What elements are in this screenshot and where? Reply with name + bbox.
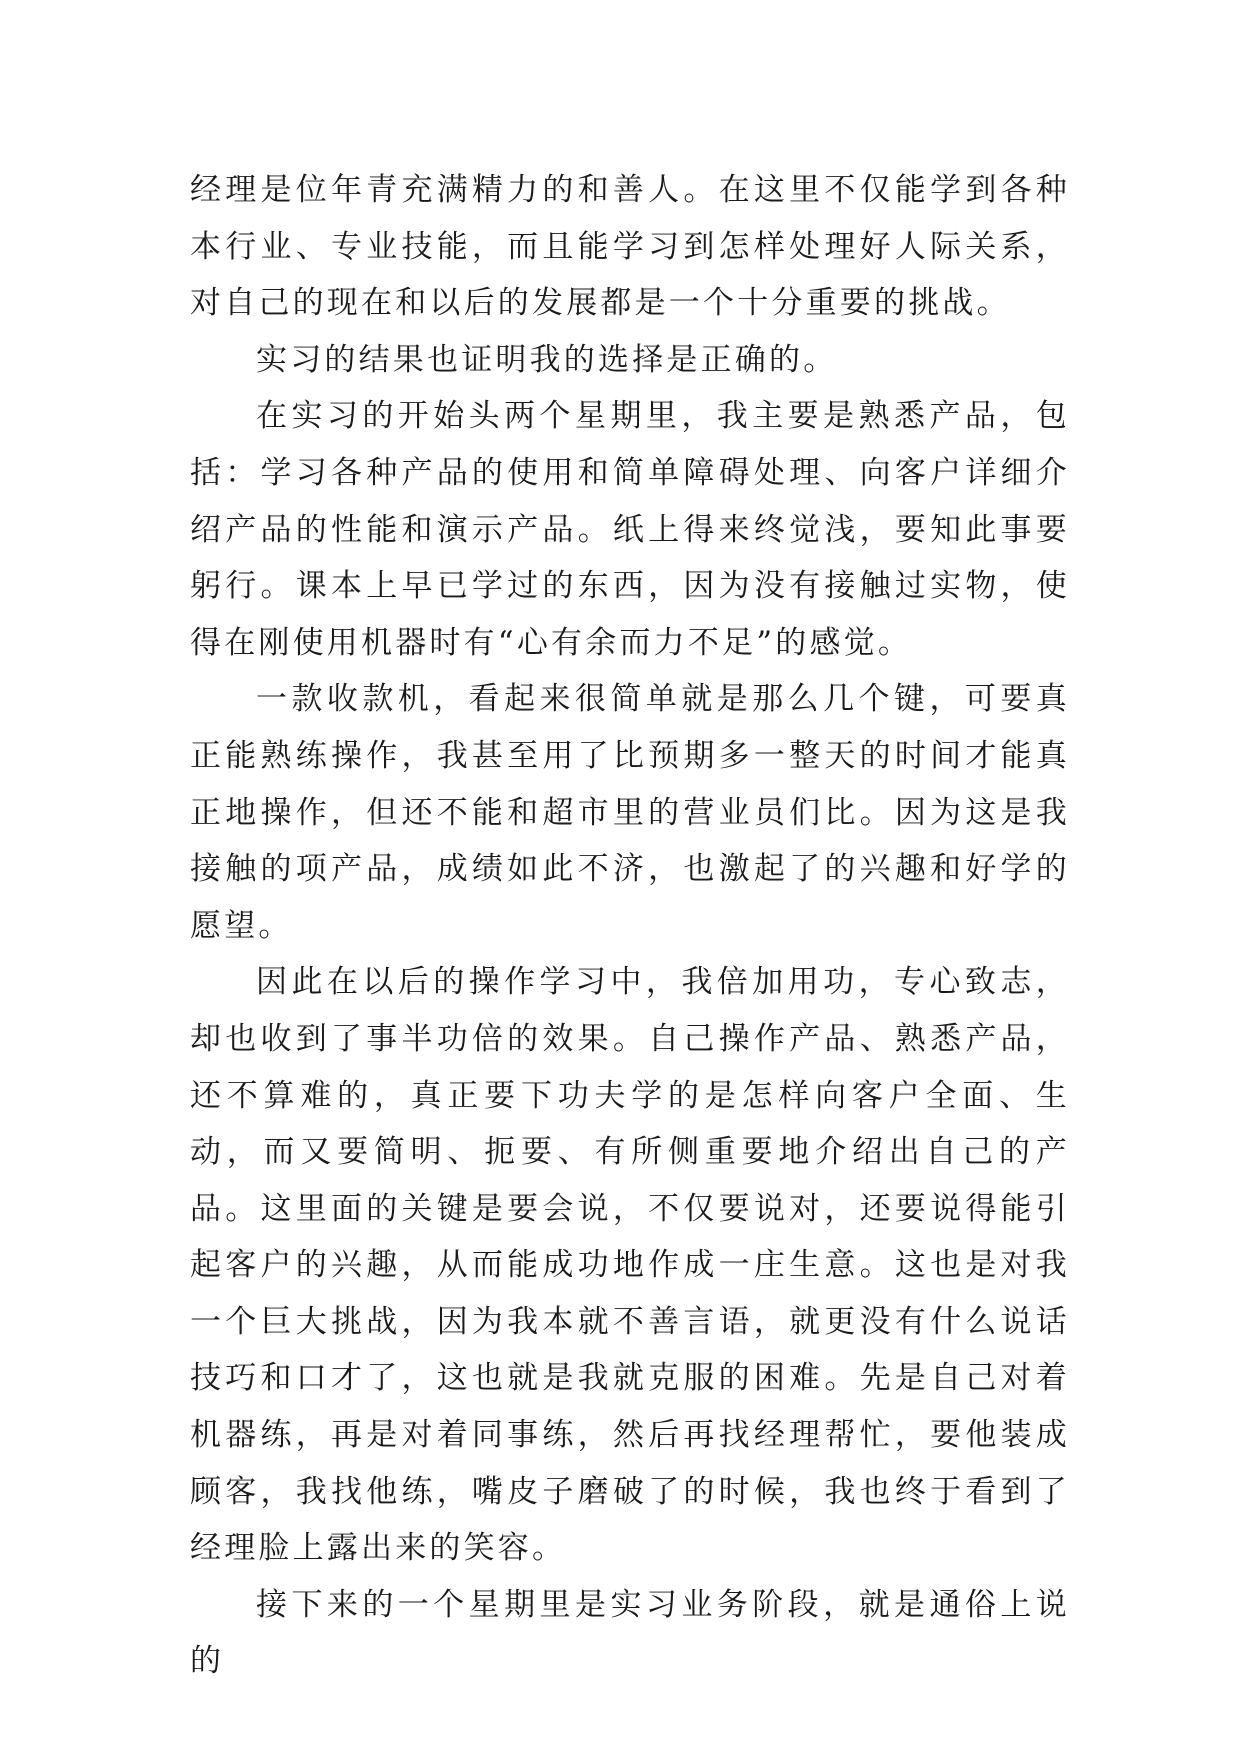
paragraph-3: 在实习的开始头两个星期里，我主要是熟悉产品，包括：学习各种产品的使用和简单障碍处理、向客户详细介绍产品的性能和演示产品。纸上得来终觉浅，要知此事要躬行。课本上早已学过的东西，因为没有接触过实物，使得在刚使用机器时有“心有余而力不足”的感觉。 <box>190 398 1070 661</box>
paragraph-5: 因此在以后的操作学习中，我倍加用功，专心致志，却也收到了事半功倍的效果。自己操作产品、熟悉产品，还不算难的，真正要下功夫学的是怎样向客户全面、生动，而又要简明、扼要、有所侧重要地介绍出自己的产品。这里面的关键是要会说，不仅要说对，还要说得能引起客户的兴趣，从而能成功地作成一庄生意。这也是对我一个巨大挑战，因为我本就不善言语，就更没有什么说话技巧和口才了，这也就是我就克服的困难。先是自己对着机器练，再是对着同事练，然后再找经理帮忙，要他装成顾客，我找他练，嘴皮子磨破了的时候，我也终于看到了经理脸上露出来的笑容。 <box>190 964 1070 1567</box>
document-body <box>190 162 1070 1690</box>
paragraph-6: 接下来的一个星期里是实习业务阶段，就是通俗上说的 <box>190 1586 1070 1680</box>
paragraph-4: 一款收款机，看起来很简单就是那么几个键，可要真正能熟练操作，我甚至用了比预期多一整天的时间才能真正地操作，但还不能和超市里的营业员们比。因为这是我接触的项产品，成绩如此不济，也激起了的兴趣和好学的愿望。 <box>190 681 1070 944</box>
paragraph-1: 经理是位年青充满精力的和善人。在这里不仅能学到各种本行业、专业技能，而且能学习到怎样处理好人际关系，对自己的现在和以后的发展都是一个十分重要的挑战。 <box>190 172 1070 322</box>
paragraph-2: 实习的结果也证明我的选择是正确的。 <box>256 341 838 378</box>
